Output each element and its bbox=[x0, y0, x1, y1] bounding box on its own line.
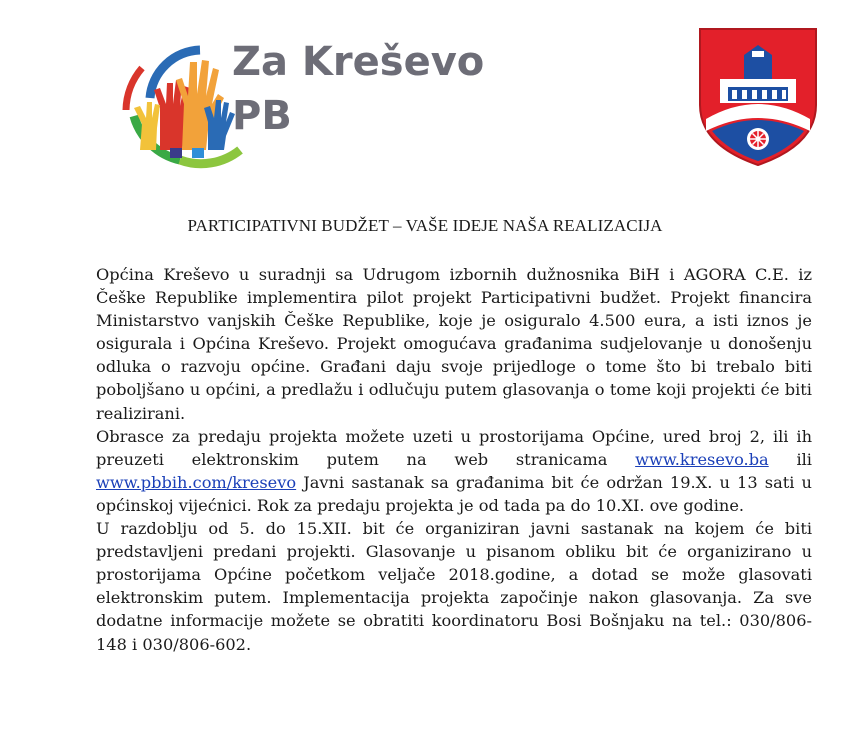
coat-of-arms-icon bbox=[698, 27, 818, 167]
forms-text-end: Javni sastanak sa građanima bit će održan 19.X. u 13 sati u općinskoj vijećnici. Rok za predaju projekta je od tada pa do 10.XI. ove godine. bbox=[96, 472, 812, 515]
document-body bbox=[96, 263, 812, 656]
pbbih-website-link[interactable]: www.pbbih.com/kresevo bbox=[96, 472, 297, 492]
paragraph-forms bbox=[96, 425, 812, 517]
paragraph-intro: Općina Kreševo u suradnji sa Udrugom izbornih dužnosnika BiH i AGORA C.E. iz Češke Republike implementira pilot projekt Participativni budžet. Projekt financira Ministarstvo vanjskih Češke Republike, koje je osiguralo 4.500 eura, a isti iznos je osigurala i Općina Kreševo. Projekt omogućava građanima sudjelovanje u donošenju odluka o razvoju općine. Građani daju svoje prijedloge o tome što bi trebalo biti poboljšano u općini, a predlažu i odlučuju putem glasovanja o tome koji projekti će biti realizirani. bbox=[96, 265, 812, 423]
forms-text-or: ili bbox=[768, 449, 812, 469]
document-headline: PARTICIPATIVNI BUDŽET – VAŠE IDEJE NAŠA REALIZACIJA bbox=[187, 216, 663, 235]
logo-title: Za Kreševo bbox=[232, 39, 485, 85]
forms-text-start: Obrasce za predaju projekta možete uzeti u prostorijama Općine, ured broj 2, ili ih preuzeti elektronskim putem na web stranicama bbox=[96, 426, 812, 469]
logo-subtitle: PB bbox=[232, 93, 292, 139]
municipality-coat-of-arms bbox=[698, 27, 818, 167]
paragraph-voting: U razdoblju od 5. do 15.XII. bit će organiziran javni sastanak na kojem će biti predstavljeni predani projekti. Glasovanje u pisanom obliku bit će organizirano u prostorijama Općine početkom veljače 2018.godine, a dotad se može glasovati elektronskim putem. Implementacija projekta započinje nakon glasovanja. Za sve dodatne informacije možete se obratiti koordinatoru Bosi Bošnjaku na tel.: 030/806-148 i 030/806-602. bbox=[96, 519, 812, 654]
kresevo-website-link[interactable]: www.kresevo.ba bbox=[635, 449, 769, 469]
za-kresevo-pb-logo bbox=[120, 38, 485, 173]
